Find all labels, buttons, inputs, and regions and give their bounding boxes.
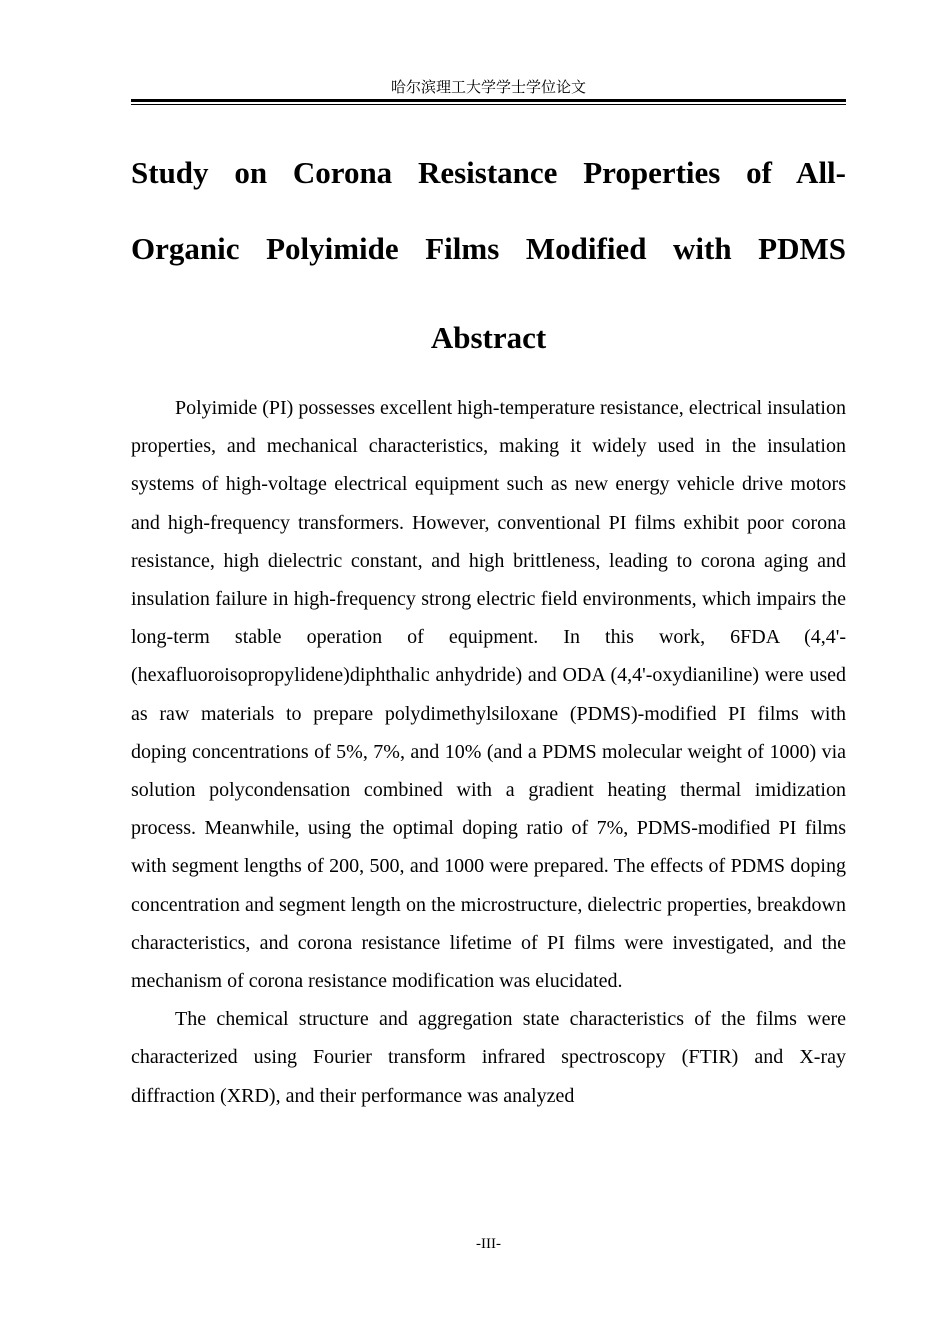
abstract-paragraph-1: Polyimide (PI) possesses excellent high-temperature resistance, electrical insulation properties, and mechanical characteristics, making it widely used in the insulation systems of high-voltage electrical equipment such as new energy vehicle drive motors and high-frequency transformers. However, conventional PI films exhibit poor corona resistance, high dielectric constant, and high brittleness, leading to corona aging and insulation failure in high-frequency strong electric field environments, which impairs the long-term stable operation of equipment. In this work, 6FDA (4,4'-(hexafluoroisopropylidene)diphthalic anhydride) and ODA (4,4'-oxydianiline) were used as raw materials to prepare polydimethylsiloxane (PDMS)-modified PI films with doping concentrations of 5%, 7%, and 10% (and a PDMS molecular weight of 1000) via solution polycondensation combined with a gradient heating thermal imidization process. Meanwhile, using the optimal doping ratio of 7%, PDMS-modified PI films with segment lengths of 200, 500, and 1000 were prepared. The effects of PDMS doping concentration and segment length on the microstructure, dielectric properties, breakdown characteristics, and corona resistance lifetime of PI films were investigated, and the mechanism of corona resistance modification was elucidated.	[131, 397, 846, 993]
header-rule-thin	[131, 104, 846, 105]
header-rule-thick	[131, 99, 846, 102]
running-header: 哈尔滨理工大学学士学位论文	[390, 78, 586, 96]
title-line-1: Study on Corona Resistance Properties of All-	[131, 155, 846, 190]
title-line-2: Organic Polyimide Films Modified with PDMS	[131, 231, 846, 266]
abstract-paragraph-2: The chemical structure and aggregation state characteristics of the films were characterized using Fourier transform infrared spectroscopy (FTIR) and X-ray diffraction (XRD), and their performance was analyzed	[131, 1008, 846, 1107]
abstract-heading: Abstract	[430, 320, 547, 355]
page-number: -III-	[476, 1236, 501, 1252]
abstract-body	[131, 389, 846, 1115]
